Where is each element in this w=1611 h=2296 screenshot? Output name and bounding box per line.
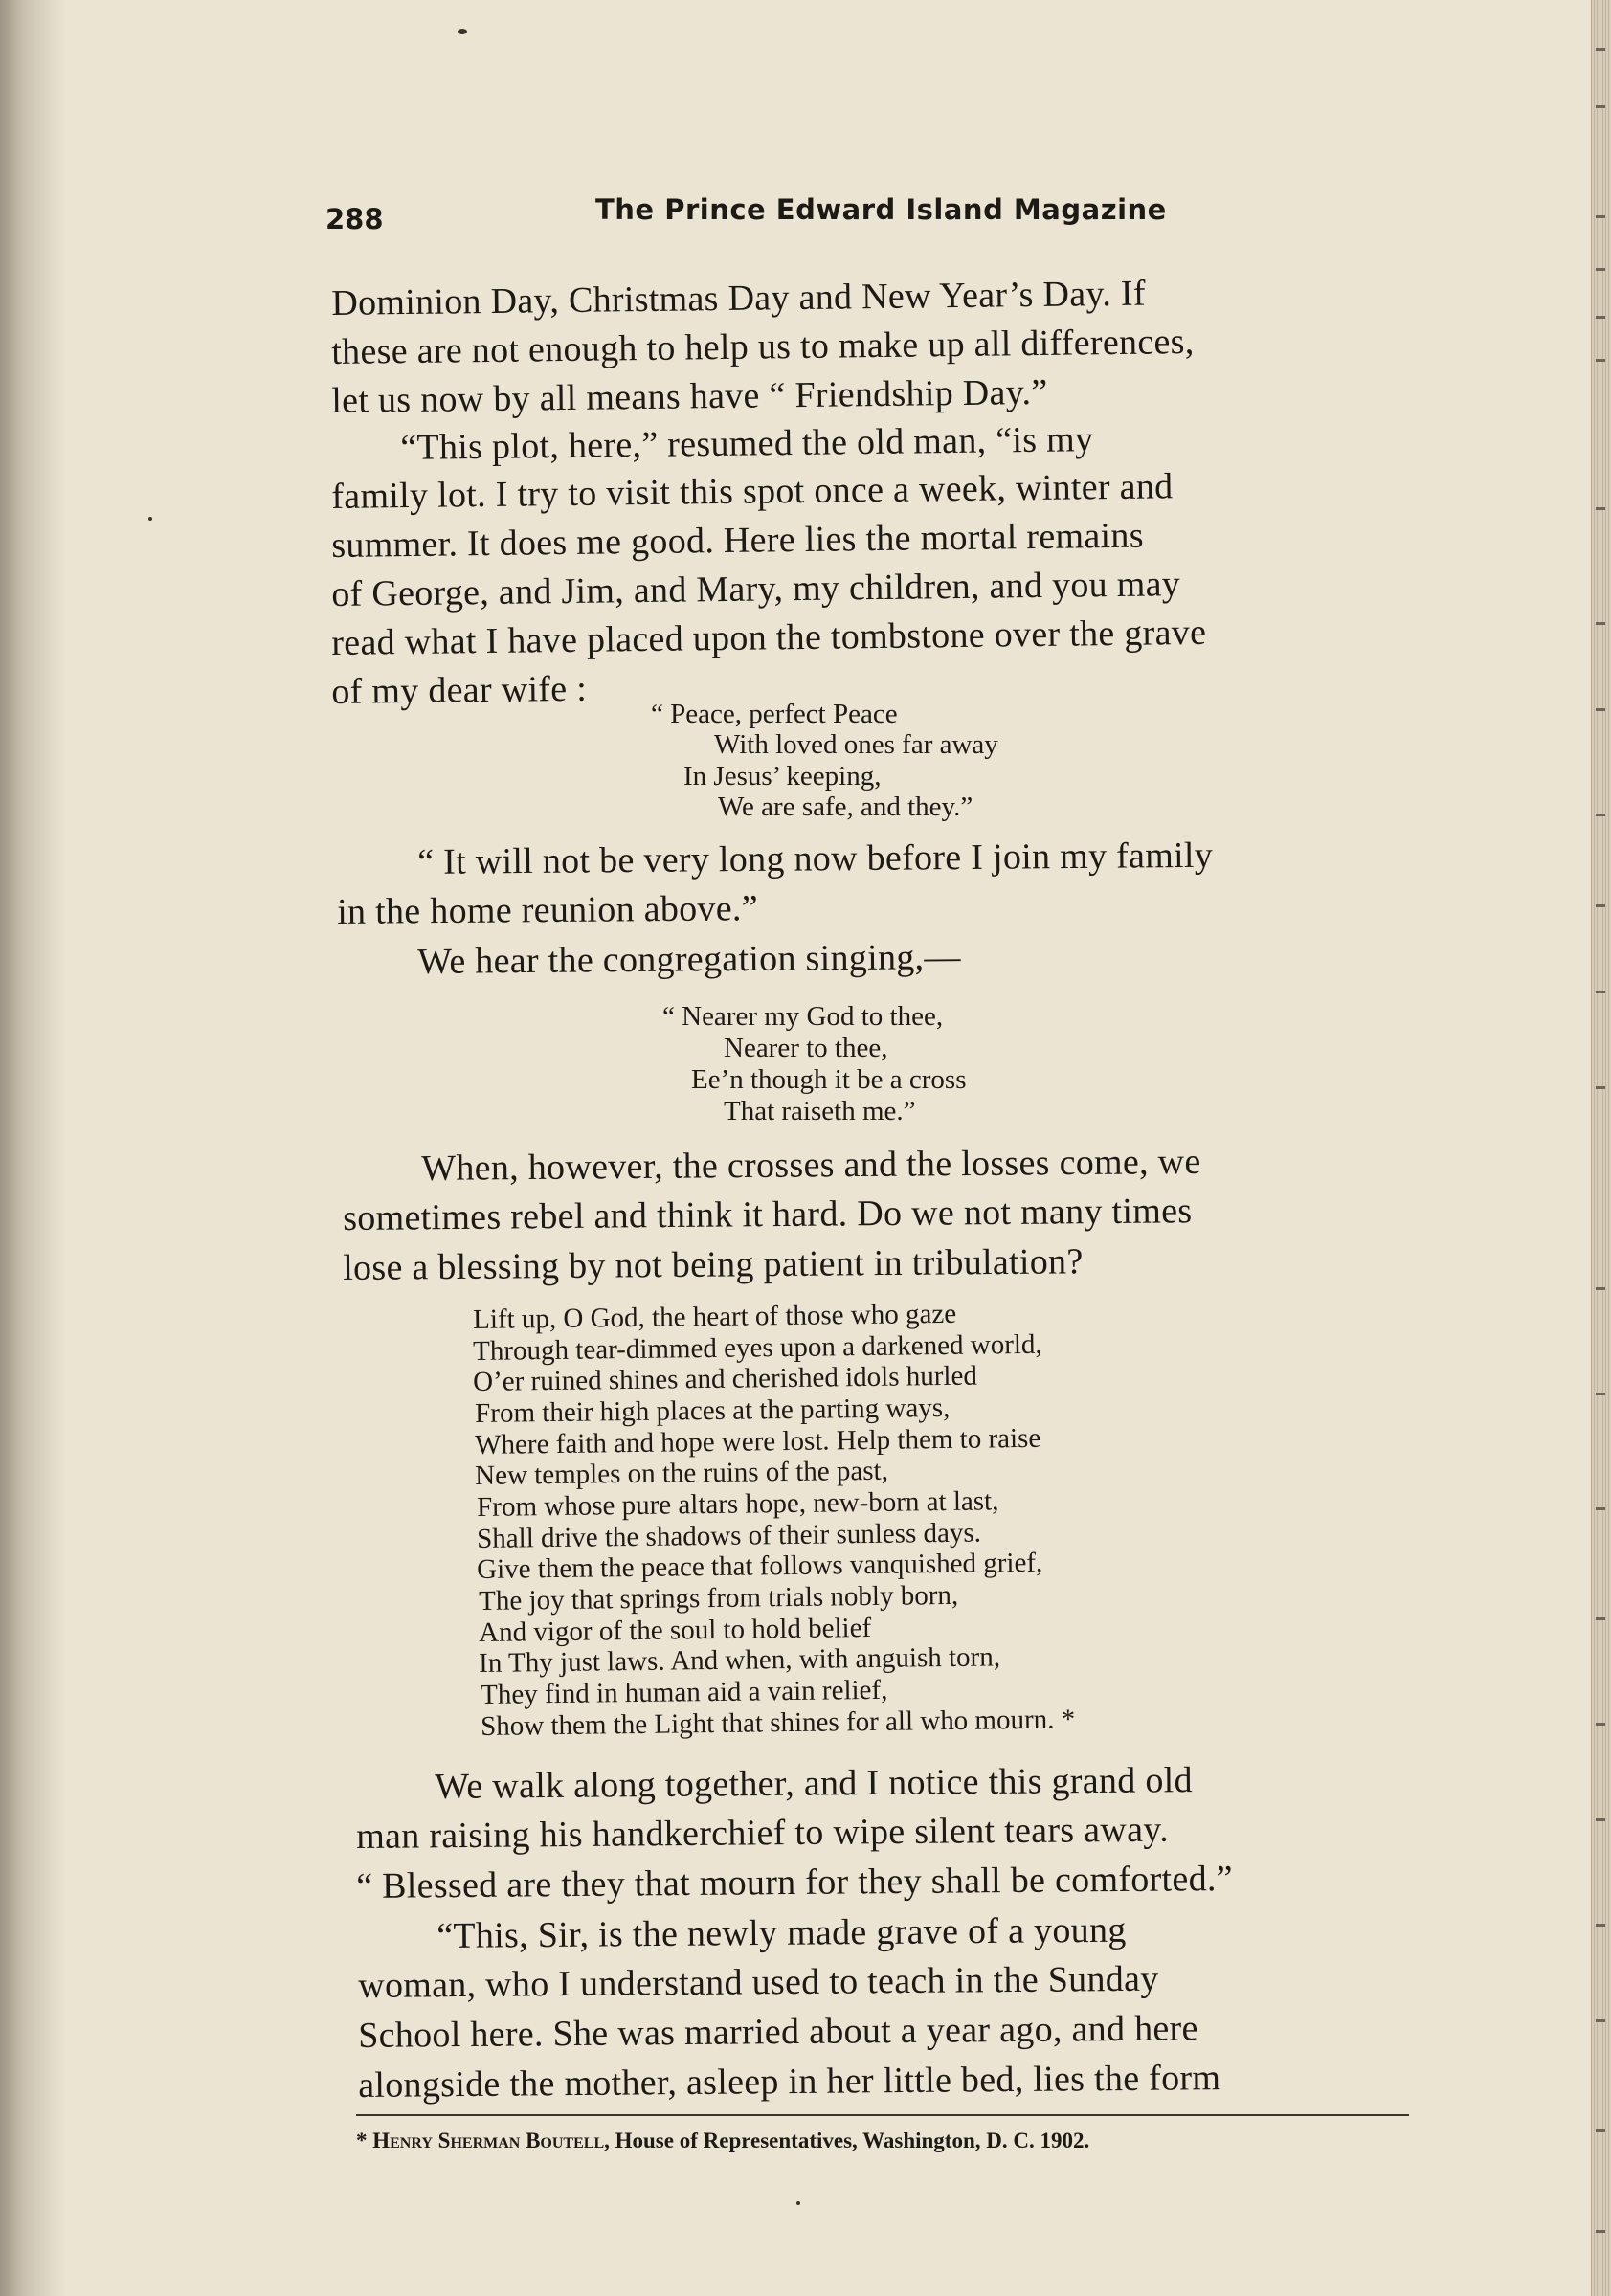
verse-line: Nearer to thee, <box>724 1033 888 1063</box>
running-header <box>325 191 1340 239</box>
paragraph-line: summer. It does me good. Here lies the mortal remains <box>331 515 1145 566</box>
verse-line: That raiseth me.” <box>724 1096 916 1126</box>
paragraph-line: let us now by all means have “ Friendship Day.” <box>331 371 1048 421</box>
poem-line: Shall drive the shadows of their sunless days. <box>477 1517 982 1554</box>
paragraph-line: “ It will not be very long now before I join my family <box>417 835 1214 882</box>
page-number: 288 <box>325 203 384 235</box>
paragraph-line: family lot. I try to visit this spot once a week, winter and <box>331 466 1174 517</box>
paragraph-line: of George, and Jim, and Mary, my children, and you may <box>331 564 1181 614</box>
poem-line: Through tear-dimmed eyes upon a darkened world, <box>473 1328 1042 1367</box>
poem-line: Where faith and hope were lost. Help them to raise <box>475 1422 1041 1460</box>
paragraph-line: woman, who I understand used to teach in the Sunday <box>358 1958 1159 2006</box>
poem-line: From their high places at the parting ways, <box>475 1392 951 1429</box>
footnote <box>356 2129 1089 2153</box>
paragraph-line: “ Blessed are they that mourn for they shall be comforted.” <box>356 1859 1234 1906</box>
poem-line: And vigor of the soul to hold belief <box>479 1612 872 1648</box>
ink-speck <box>796 2201 800 2205</box>
magazine-title: The Prince Edward Island Magazine <box>595 193 1167 226</box>
paragraph-line: School here. She was married about a year ago, and here <box>358 2008 1198 2056</box>
verse-line: We are safe, and they.” <box>718 791 973 822</box>
footnote-rule <box>356 2114 1409 2116</box>
binding-gutter <box>0 0 67 2296</box>
verse-line: “ Peace, perfect Peace <box>651 699 898 729</box>
footnote-marker: * <box>356 2129 368 2152</box>
paragraph-line: of my dear wife : <box>331 668 588 712</box>
paragraph-line: “This plot, here,” resumed the old man, “is my <box>400 419 1094 468</box>
verse-line: With loved ones far away <box>714 729 998 760</box>
paragraph-line: in the home reunion above.” <box>337 888 759 932</box>
page-edges <box>1591 0 1611 2296</box>
ink-speck <box>148 517 152 521</box>
verse-line: “ Nearer my God to thee, <box>662 1001 944 1032</box>
paragraph-line: “This, Sir, is the newly made grave of a young <box>436 1909 1127 1956</box>
paragraph-line: When, however, the crosses and the losses come, we <box>421 1141 1201 1189</box>
paragraph-line: We walk along together, and I notice this grand old <box>435 1760 1193 1807</box>
poem-line: Show them the Light that shines for all who mourn. * <box>481 1704 1076 1742</box>
verse-line: In Jesus’ keeping, <box>683 761 882 791</box>
verse-line: Ee’n though it be a cross <box>691 1064 967 1095</box>
paragraph-line: sometimes rebel and think it hard. Do we not many times <box>343 1191 1193 1238</box>
poem-line: Give them the peace that follows vanquished grief, <box>477 1547 1043 1585</box>
poem-line: The joy that springs from trials nobly born, <box>479 1579 959 1616</box>
poem-line: From whose pure altars hope, new-born at last, <box>477 1485 999 1523</box>
poem-line: New temples on the ruins of the past, <box>475 1455 889 1491</box>
paragraph-line: We hear the congregation singing,— <box>417 937 961 982</box>
paragraph-line: man raising his handkerchief to wipe silent tears away. <box>356 1809 1170 1857</box>
poem-line: They find in human aid a vain relief, <box>481 1674 888 1710</box>
poem-line: Lift up, O God, the heart of those who gaze <box>473 1298 957 1335</box>
footnote-details: House of Representatives, Washington, D. C. 1902. <box>615 2129 1090 2152</box>
ink-speck <box>458 29 467 34</box>
paragraph-line: lose a blessing by not being patient in tribulation? <box>343 1241 1084 1288</box>
poem-line: O’er ruined shines and cherished idols hurled <box>473 1360 978 1397</box>
paragraph-line: alongside the mother, asleep in her little bed, lies the form <box>358 2058 1221 2106</box>
paragraph-line: these are not enough to help us to make up all differences, <box>331 321 1195 372</box>
footnote-author: Henry Sherman Boutell, <box>372 2129 610 2152</box>
paragraph-line: read what I have placed upon the tombstone over the grave <box>331 612 1207 663</box>
paragraph-line: Dominion Day, Christmas Day and New Year’s Day. If <box>331 273 1147 323</box>
poem-line: In Thy just laws. And when, with anguish torn, <box>479 1641 1001 1679</box>
